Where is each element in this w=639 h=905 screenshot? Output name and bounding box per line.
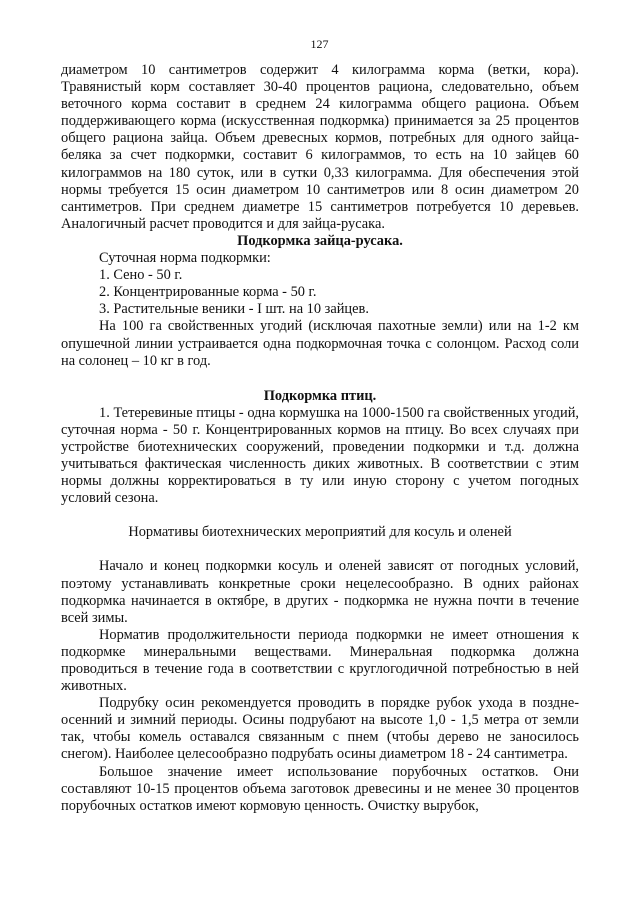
spacer — [61, 507, 579, 524]
paragraph: На 100 га свойственных угодий (исключая пахотные земли) или на 1-2 км опушечной линии устраивается одна подкормочная точка с солонцом. Расход соли на солонец – 10 кг в год. — [61, 318, 579, 369]
paragraph: Начало и конец подкормки косуль и оленей зависят от погодных условий, поэтому устанавливать конкретные сроки нецелесообразно. В одних районах подкормка начинается в октябре, в других - подкормка не нужна почти в течение всей зимы. — [61, 558, 579, 626]
paragraph: Большое значение имеет использование порубочных остатков. Они составляют 10-15 процентов объема заготовок древесины и не менее 30 процентов порубочных остатков имеют кормовую ценность. Очистку вырубок, — [61, 763, 579, 814]
paragraph: Суточная норма подкормки: — [99, 250, 271, 267]
paragraph: Подрубку осин рекомендуется проводить в порядке рубок ухода в поздне-осенний и зимний периоды. Осины подрубают на высоте 1,0 - 1,5 метра от земли так, чтобы комель оставался связанным с пнем (чтобы дерево не заносилось снегом). Наиболее целесообразно подрубать осины диаметром 18 - 24 сантиметра. — [61, 695, 579, 763]
spacer — [61, 541, 579, 558]
paragraph: 1. Тетеревиные птицы - одна кормушка на 1000-1500 га свойственных угодий, суточная норма - 50 г. Концентрированных кормов на птицу. Во всех случаях при устройстве биотехнических сооружений, проведении подкормки и т.д. должна учитываться фактическая численность диких животных. В соответствии с этим нормы должны корректироваться в ту или иную сторону с учетом погодных условий сезона. — [61, 404, 579, 507]
paragraph: Норматив продолжительности периода подкормки не имеет отношения к подкормке минеральными веществами. Минеральная подкормка должна проводиться в течение года в соответствии с круглогодичной потребностью в ней животных. — [61, 626, 579, 695]
list-item: 3. Растительные веники - I шт. на 10 зайцев. — [99, 301, 369, 318]
section-heading: Подкормка птиц. — [263, 387, 377, 404]
section-heading: Подкормка зайца-русака. — [237, 232, 403, 249]
page-number: 127 — [310, 37, 329, 51]
paragraph: диаметром 10 сантиметров содержит 4 килограмма корма (ветки, кора). Травянистый корм составляет 30-40 процентов рациона, следовательно, объем веточного корма составит в среднем 24 килограмма общего рациона. Объем поддерживающего корма (искусственная подкормка) принимается за 25 процентов общего рациона зайца. Объем древесных кормов, потребных для одного зайца-беляка за счет подкормки, составит 6 килограммов, то есть на 10 зайцев 60 килограммов на 180 суток, или в сутки 0,33 килограмма. Для обеспечения этой нормы требуется 15 осин диаметром 10 сантиметров или 8 осин диаметром 20 сантиметров. При среднем диаметре 15 сантиметров потребуется 10 деревьев. Аналогичный расчет проводится и для зайца-русака. — [61, 62, 579, 232]
page-body — [61, 62, 579, 815]
list-item: 1. Сено - 50 г. — [99, 267, 183, 284]
list-item: 2. Концентрированные корма - 50 г. — [99, 284, 317, 301]
spacer — [61, 370, 579, 388]
section-heading: Нормативы биотехнических мероприятий для косуль и оленей — [128, 524, 512, 541]
